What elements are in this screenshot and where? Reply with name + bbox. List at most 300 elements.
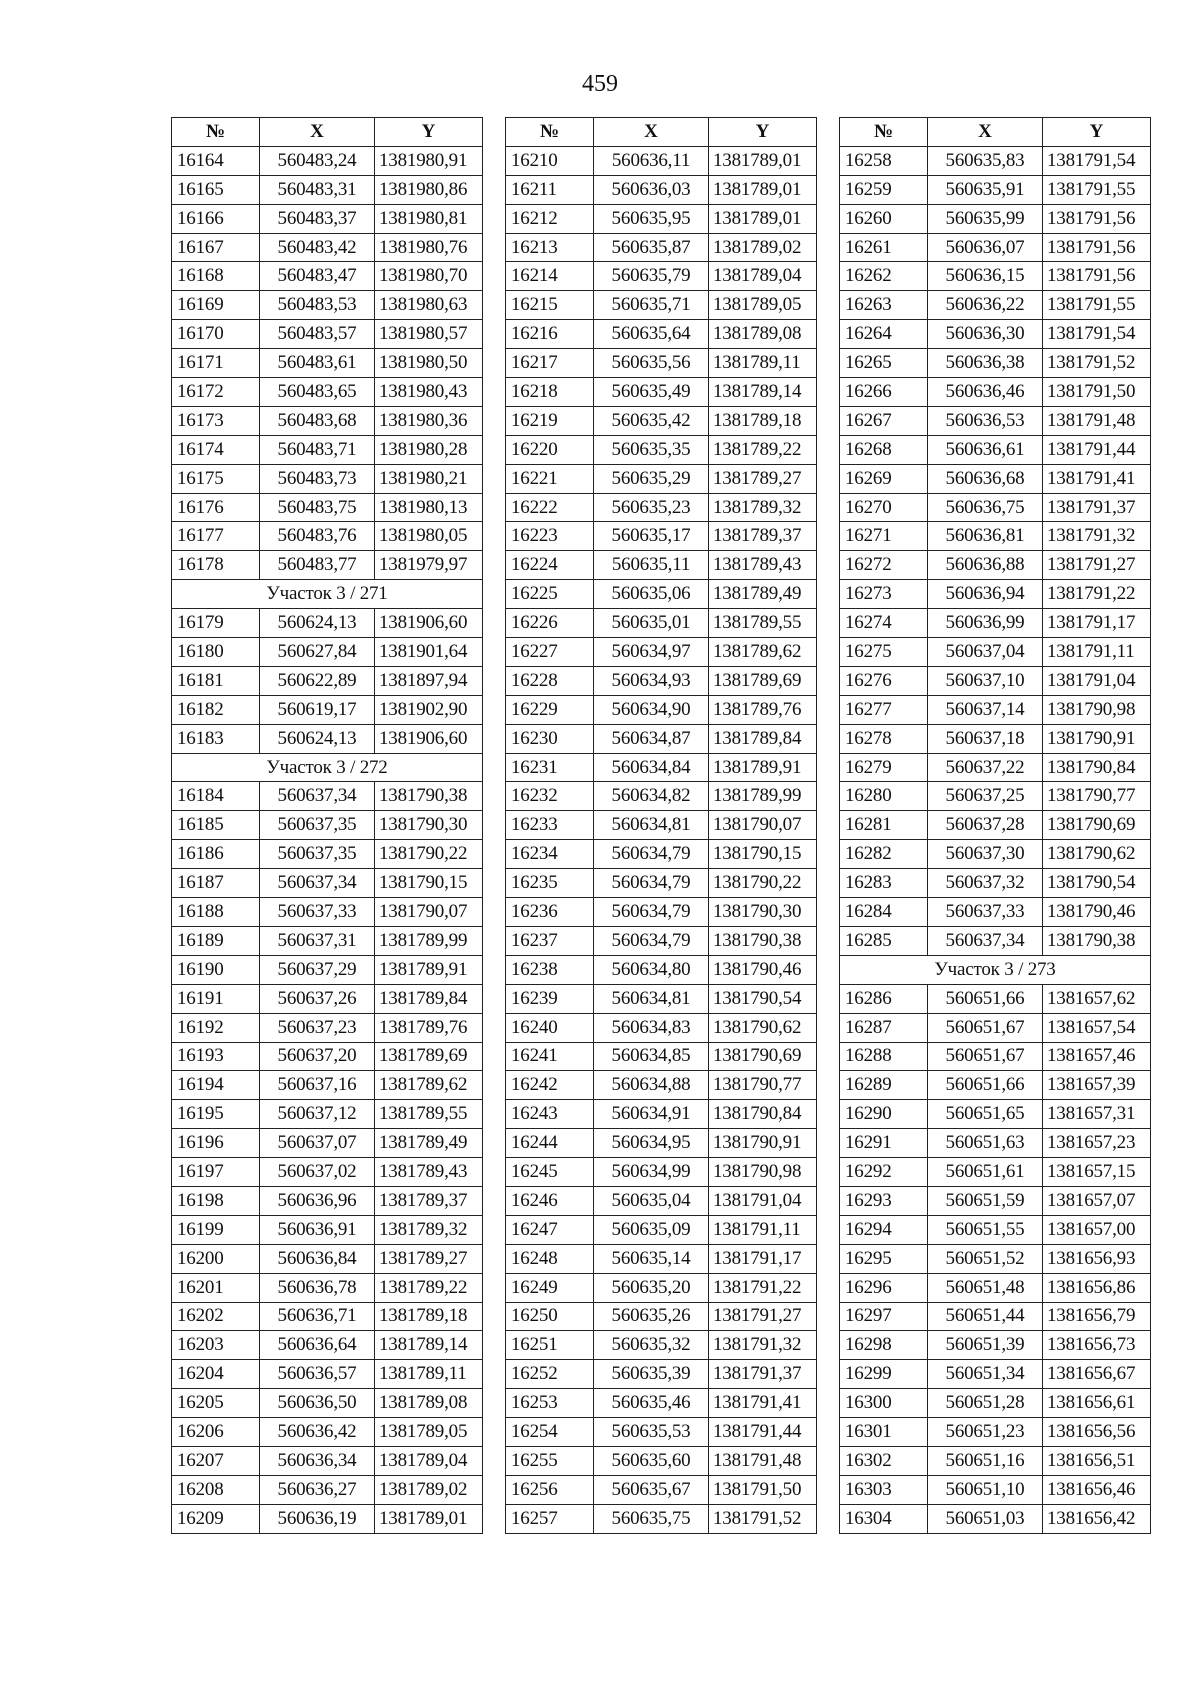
y-coordinate-cell: 1381791,41 [709,1389,817,1418]
x-coordinate-cell: 560634,82 [594,782,709,811]
table-row [506,378,817,407]
point-number-cell: 16267 [840,406,928,435]
y-coordinate-cell: 1381789,76 [709,695,817,724]
x-coordinate-cell: 560624,13 [260,609,375,638]
table-header-row [506,118,817,147]
point-number-cell: 16240 [506,1013,594,1042]
point-number-cell: 16184 [172,782,260,811]
x-coordinate-cell: 560483,77 [260,551,375,580]
point-number-cell: 16298 [840,1331,928,1360]
x-coordinate-cell: 560637,32 [928,869,1043,898]
point-number-cell: 16186 [172,840,260,869]
table-row [172,811,483,840]
y-coordinate-cell: 1381789,08 [709,320,817,349]
x-coordinate-cell: 560636,78 [260,1273,375,1302]
header-x: X [928,118,1043,147]
x-coordinate-cell: 560637,22 [928,753,1043,782]
point-number-cell: 16286 [840,984,928,1013]
table-row [506,291,817,320]
y-coordinate-cell: 1381902,90 [375,695,483,724]
y-coordinate-cell: 1381789,08 [375,1389,483,1418]
x-coordinate-cell: 560635,49 [594,378,709,407]
table-row [172,175,483,204]
point-number-cell: 16230 [506,724,594,753]
x-coordinate-cell: 560636,68 [928,464,1043,493]
y-coordinate-cell: 1381656,51 [1043,1446,1151,1475]
x-coordinate-cell: 560635,60 [594,1446,709,1475]
x-coordinate-cell: 560637,04 [928,638,1043,667]
point-number-cell: 16263 [840,291,928,320]
point-number-cell: 16265 [840,349,928,378]
x-coordinate-cell: 560634,81 [594,811,709,840]
table-row [506,435,817,464]
x-coordinate-cell: 560634,95 [594,1129,709,1158]
y-coordinate-cell: 1381791,55 [1043,291,1151,320]
x-coordinate-cell: 560635,64 [594,320,709,349]
x-coordinate-cell: 560635,01 [594,609,709,638]
point-number-cell: 16207 [172,1446,260,1475]
table-row [840,782,1151,811]
y-coordinate-cell: 1381790,91 [709,1129,817,1158]
y-coordinate-cell: 1381980,28 [375,435,483,464]
x-coordinate-cell: 560627,84 [260,638,375,667]
point-number-cell: 16282 [840,840,928,869]
point-number-cell: 16165 [172,175,260,204]
table-row [172,1071,483,1100]
x-coordinate-cell: 560635,32 [594,1331,709,1360]
x-coordinate-cell: 560634,85 [594,1042,709,1071]
point-number-cell: 16220 [506,435,594,464]
table-row [840,291,1151,320]
point-number-cell: 16191 [172,984,260,1013]
table-row [840,1302,1151,1331]
x-coordinate-cell: 560634,80 [594,955,709,984]
y-coordinate-cell: 1381791,27 [1043,551,1151,580]
point-number-cell: 16294 [840,1215,928,1244]
x-coordinate-cell: 560634,87 [594,724,709,753]
point-number-cell: 16278 [840,724,928,753]
x-coordinate-cell: 560637,12 [260,1100,375,1129]
y-coordinate-cell: 1381791,37 [1043,493,1151,522]
x-coordinate-cell: 560651,65 [928,1100,1043,1129]
table-row [506,782,817,811]
point-number-cell: 16229 [506,695,594,724]
y-coordinate-cell: 1381790,77 [1043,782,1151,811]
table-row [172,204,483,233]
table-row [172,609,483,638]
point-number-cell: 16279 [840,753,928,782]
table-row [506,1273,817,1302]
x-coordinate-cell: 560483,65 [260,378,375,407]
table-row [172,464,483,493]
x-coordinate-cell: 560635,26 [594,1302,709,1331]
point-number-cell: 16244 [506,1129,594,1158]
x-coordinate-cell: 560483,47 [260,262,375,291]
table-row [840,638,1151,667]
x-coordinate-cell: 560636,15 [928,262,1043,291]
x-coordinate-cell: 560636,30 [928,320,1043,349]
point-number-cell: 16170 [172,320,260,349]
point-number-cell: 16216 [506,320,594,349]
point-number-cell: 16256 [506,1475,594,1504]
y-coordinate-cell: 1381789,22 [375,1273,483,1302]
table-row [840,406,1151,435]
x-coordinate-cell: 560635,83 [928,146,1043,175]
y-coordinate-cell: 1381789,91 [375,955,483,984]
y-coordinate-cell: 1381790,38 [709,926,817,955]
header-y: Y [1043,118,1151,147]
x-coordinate-cell: 560636,19 [260,1504,375,1533]
point-number-cell: 16247 [506,1215,594,1244]
point-number-cell: 16218 [506,378,594,407]
y-coordinate-cell: 1381656,93 [1043,1244,1151,1273]
point-number-cell: 16237 [506,926,594,955]
y-coordinate-cell: 1381789,99 [375,926,483,955]
table-row [840,724,1151,753]
point-number-cell: 16242 [506,1071,594,1100]
x-coordinate-cell: 560651,67 [928,1013,1043,1042]
x-coordinate-cell: 560635,11 [594,551,709,580]
point-number-cell: 16233 [506,811,594,840]
y-coordinate-cell: 1381791,48 [709,1446,817,1475]
x-coordinate-cell: 560636,03 [594,175,709,204]
y-coordinate-cell: 1381791,48 [1043,406,1151,435]
point-number-cell: 16276 [840,666,928,695]
table-row [172,291,483,320]
table-row [840,753,1151,782]
x-coordinate-cell: 560635,06 [594,580,709,609]
point-number-cell: 16272 [840,551,928,580]
point-number-cell: 16167 [172,233,260,262]
section-row [172,580,483,609]
point-number-cell: 16196 [172,1129,260,1158]
table-row [840,349,1151,378]
x-coordinate-cell: 560483,24 [260,146,375,175]
point-number-cell: 16304 [840,1504,928,1533]
table-row [506,811,817,840]
x-coordinate-cell: 560637,02 [260,1158,375,1187]
table-row [172,1475,483,1504]
point-number-cell: 16246 [506,1186,594,1215]
y-coordinate-cell: 1381790,91 [1043,724,1151,753]
point-number-cell: 16175 [172,464,260,493]
table-row [506,522,817,551]
point-number-cell: 16201 [172,1273,260,1302]
y-coordinate-cell: 1381790,54 [1043,869,1151,898]
header-number: № [506,118,594,147]
x-coordinate-cell: 560635,91 [928,175,1043,204]
point-number-cell: 16243 [506,1100,594,1129]
table-row [172,1042,483,1071]
x-coordinate-cell: 560637,29 [260,955,375,984]
y-coordinate-cell: 1381789,04 [709,262,817,291]
point-number-cell: 16205 [172,1389,260,1418]
point-number-cell: 16274 [840,609,928,638]
point-number-cell: 16299 [840,1360,928,1389]
x-coordinate-cell: 560635,42 [594,406,709,435]
y-coordinate-cell: 1381790,77 [709,1071,817,1100]
point-number-cell: 16236 [506,898,594,927]
table-row [506,175,817,204]
point-number-cell: 16234 [506,840,594,869]
y-coordinate-cell: 1381791,52 [709,1504,817,1533]
x-coordinate-cell: 560637,26 [260,984,375,1013]
x-coordinate-cell: 560635,20 [594,1273,709,1302]
x-coordinate-cell: 560651,52 [928,1244,1043,1273]
point-number-cell: 16290 [840,1100,928,1129]
y-coordinate-cell: 1381789,43 [375,1158,483,1187]
coordinates-table-2 [505,117,817,1534]
table-row [840,1013,1151,1042]
table-row [840,493,1151,522]
y-coordinate-cell: 1381790,30 [709,898,817,927]
x-coordinate-cell: 560651,66 [928,1071,1043,1100]
point-number-cell: 16177 [172,522,260,551]
x-coordinate-cell: 560651,16 [928,1446,1043,1475]
point-number-cell: 16182 [172,695,260,724]
y-coordinate-cell: 1381789,02 [375,1475,483,1504]
x-coordinate-cell: 560651,55 [928,1215,1043,1244]
x-coordinate-cell: 560651,66 [928,984,1043,1013]
y-coordinate-cell: 1381791,32 [1043,522,1151,551]
y-coordinate-cell: 1381791,54 [1043,320,1151,349]
x-coordinate-cell: 560483,71 [260,435,375,464]
x-coordinate-cell: 560634,97 [594,638,709,667]
y-coordinate-cell: 1381657,54 [1043,1013,1151,1042]
point-number-cell: 16248 [506,1244,594,1273]
table-row [840,1215,1151,1244]
table-row [172,1446,483,1475]
y-coordinate-cell: 1381657,31 [1043,1100,1151,1129]
point-number-cell: 16260 [840,204,928,233]
x-coordinate-cell: 560637,14 [928,695,1043,724]
table-row [172,522,483,551]
point-number-cell: 16284 [840,898,928,927]
x-coordinate-cell: 560483,73 [260,464,375,493]
x-coordinate-cell: 560635,39 [594,1360,709,1389]
table-row [172,233,483,262]
y-coordinate-cell: 1381789,32 [375,1215,483,1244]
point-number-cell: 16168 [172,262,260,291]
table-row [506,984,817,1013]
table-row [172,1129,483,1158]
x-coordinate-cell: 560637,18 [928,724,1043,753]
table-row [840,580,1151,609]
y-coordinate-cell: 1381791,17 [1043,609,1151,638]
point-number-cell: 16245 [506,1158,594,1187]
y-coordinate-cell: 1381790,84 [709,1100,817,1129]
x-coordinate-cell: 560636,64 [260,1331,375,1360]
y-coordinate-cell: 1381791,22 [1043,580,1151,609]
y-coordinate-cell: 1381789,49 [709,580,817,609]
point-number-cell: 16202 [172,1302,260,1331]
table-row [840,262,1151,291]
table-row [172,898,483,927]
y-coordinate-cell: 1381789,14 [375,1331,483,1360]
header-number: № [840,118,928,147]
y-coordinate-cell: 1381790,15 [709,840,817,869]
point-number-cell: 16259 [840,175,928,204]
x-coordinate-cell: 560624,13 [260,724,375,753]
point-number-cell: 16209 [172,1504,260,1533]
table-row [172,638,483,667]
x-coordinate-cell: 560637,31 [260,926,375,955]
y-coordinate-cell: 1381791,52 [1043,349,1151,378]
x-coordinate-cell: 560636,07 [928,233,1043,262]
x-coordinate-cell: 560635,87 [594,233,709,262]
point-number-cell: 16228 [506,666,594,695]
x-coordinate-cell: 560483,37 [260,204,375,233]
x-coordinate-cell: 560651,44 [928,1302,1043,1331]
x-coordinate-cell: 560636,88 [928,551,1043,580]
x-coordinate-cell: 560651,59 [928,1186,1043,1215]
point-number-cell: 16280 [840,782,928,811]
table-row [172,1418,483,1447]
x-coordinate-cell: 560636,96 [260,1186,375,1215]
y-coordinate-cell: 1381901,64 [375,638,483,667]
table-row [840,840,1151,869]
table-row [506,1215,817,1244]
point-number-cell: 16204 [172,1360,260,1389]
x-coordinate-cell: 560483,31 [260,175,375,204]
point-number-cell: 16200 [172,1244,260,1273]
y-coordinate-cell: 1381789,11 [375,1360,483,1389]
table-row [840,1186,1151,1215]
table-row [840,695,1151,724]
table-header-row [172,118,483,147]
x-coordinate-cell: 560651,23 [928,1418,1043,1447]
point-number-cell: 16253 [506,1389,594,1418]
point-number-cell: 16266 [840,378,928,407]
y-coordinate-cell: 1381789,84 [375,984,483,1013]
y-coordinate-cell: 1381980,86 [375,175,483,204]
point-number-cell: 16268 [840,435,928,464]
x-coordinate-cell: 560636,38 [928,349,1043,378]
y-coordinate-cell: 1381906,60 [375,724,483,753]
y-coordinate-cell: 1381657,39 [1043,1071,1151,1100]
table-row [506,1042,817,1071]
y-coordinate-cell: 1381791,41 [1043,464,1151,493]
y-coordinate-cell: 1381656,56 [1043,1418,1151,1447]
point-number-cell: 16251 [506,1331,594,1360]
x-coordinate-cell: 560637,25 [928,782,1043,811]
table-row [172,1215,483,1244]
y-coordinate-cell: 1381656,67 [1043,1360,1151,1389]
x-coordinate-cell: 560637,35 [260,840,375,869]
table-row [840,1504,1151,1533]
x-coordinate-cell: 560635,67 [594,1475,709,1504]
table-row [840,1446,1151,1475]
table-row [506,464,817,493]
y-coordinate-cell: 1381789,22 [709,435,817,464]
x-coordinate-cell: 560634,93 [594,666,709,695]
page-number: 459 [582,71,618,97]
x-coordinate-cell: 560634,84 [594,753,709,782]
point-number-cell: 16194 [172,1071,260,1100]
x-coordinate-cell: 560635,17 [594,522,709,551]
section-title: Участок 3 / 272 [172,753,483,782]
x-coordinate-cell: 560619,17 [260,695,375,724]
section-row [172,753,483,782]
table-row [840,522,1151,551]
y-coordinate-cell: 1381790,69 [1043,811,1151,840]
y-coordinate-cell: 1381656,61 [1043,1389,1151,1418]
point-number-cell: 16187 [172,869,260,898]
x-coordinate-cell: 560636,27 [260,1475,375,1504]
x-coordinate-cell: 560483,75 [260,493,375,522]
table-row [172,1273,483,1302]
table-row [506,1504,817,1533]
x-coordinate-cell: 560636,57 [260,1360,375,1389]
x-coordinate-cell: 560637,23 [260,1013,375,1042]
table-row [172,1013,483,1042]
point-number-cell: 16273 [840,580,928,609]
y-coordinate-cell: 1381980,81 [375,204,483,233]
y-coordinate-cell: 1381789,01 [709,204,817,233]
table-row [506,638,817,667]
table-row [172,666,483,695]
y-coordinate-cell: 1381790,46 [1043,898,1151,927]
header-x: X [594,118,709,147]
table-row [172,1331,483,1360]
point-number-cell: 16300 [840,1389,928,1418]
point-number-cell: 16293 [840,1186,928,1215]
point-number-cell: 16288 [840,1042,928,1071]
y-coordinate-cell: 1381980,21 [375,464,483,493]
point-number-cell: 16296 [840,1273,928,1302]
x-coordinate-cell: 560635,29 [594,464,709,493]
table-row [506,898,817,927]
y-coordinate-cell: 1381790,15 [375,869,483,898]
table-row [506,1100,817,1129]
x-coordinate-cell: 560483,53 [260,291,375,320]
y-coordinate-cell: 1381789,99 [709,782,817,811]
y-coordinate-cell: 1381789,27 [375,1244,483,1273]
point-number-cell: 16232 [506,782,594,811]
point-number-cell: 16264 [840,320,928,349]
section-title: Участок 3 / 273 [840,955,1151,984]
x-coordinate-cell: 560636,99 [928,609,1043,638]
point-number-cell: 16185 [172,811,260,840]
table-row [840,1360,1151,1389]
table-row [840,811,1151,840]
x-coordinate-cell: 560634,91 [594,1100,709,1129]
y-coordinate-cell: 1381657,07 [1043,1186,1151,1215]
y-coordinate-cell: 1381790,30 [375,811,483,840]
y-coordinate-cell: 1381789,69 [375,1042,483,1071]
table-row [506,869,817,898]
table-row [506,840,817,869]
x-coordinate-cell: 560635,56 [594,349,709,378]
y-coordinate-cell: 1381791,32 [709,1331,817,1360]
y-coordinate-cell: 1381657,23 [1043,1129,1151,1158]
y-coordinate-cell: 1381789,55 [375,1100,483,1129]
y-coordinate-cell: 1381789,37 [709,522,817,551]
point-number-cell: 16235 [506,869,594,898]
point-number-cell: 16164 [172,146,260,175]
coordinates-table-3 [839,117,1151,1534]
y-coordinate-cell: 1381791,11 [709,1215,817,1244]
x-coordinate-cell: 560637,33 [260,898,375,927]
y-coordinate-cell: 1381791,56 [1043,204,1151,233]
x-coordinate-cell: 560636,71 [260,1302,375,1331]
x-coordinate-cell: 560651,63 [928,1129,1043,1158]
y-coordinate-cell: 1381789,55 [709,609,817,638]
x-coordinate-cell: 560651,03 [928,1504,1043,1533]
table-row [840,666,1151,695]
header-number: № [172,118,260,147]
table-row [506,955,817,984]
